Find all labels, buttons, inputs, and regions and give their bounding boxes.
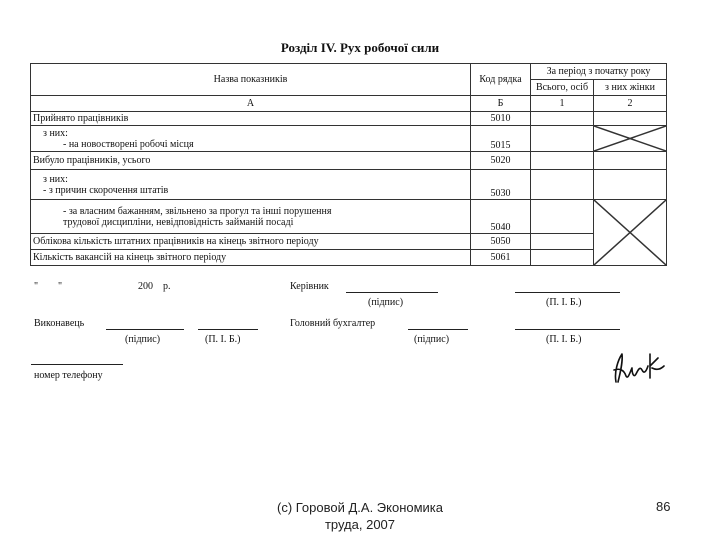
footer-credit-line1: (c) Горовой Д.А. Экономика: [276, 500, 444, 515]
row-subheading: з них:: [43, 173, 68, 185]
col-label-2: 2: [594, 96, 667, 112]
footer-credit: [255, 499, 465, 533]
phone-line[interactable]: [31, 364, 123, 365]
handwritten-signature: [610, 348, 666, 388]
row-code: 5015: [471, 126, 531, 152]
executor-signature-line[interactable]: [106, 329, 184, 330]
table-row: [31, 152, 667, 170]
head-signature-caption: (підпис): [368, 297, 404, 308]
header-total: Всього, осіб: [531, 80, 594, 96]
table-row: [31, 126, 667, 152]
phone-label: номер телефону: [34, 370, 103, 381]
head-name-line[interactable]: [515, 292, 620, 293]
value-cell[interactable]: [594, 152, 667, 170]
executor-name-caption: (П. І. Б.): [205, 334, 241, 345]
section-title: Розділ IV. Рух робочої сили: [280, 40, 440, 55]
date-quote-close: ": [58, 281, 63, 292]
table-row: [31, 200, 667, 234]
accountant-name-line[interactable]: [515, 329, 620, 330]
row-subitem: - за власним бажанням, звільнено за прогул та інші порушення: [63, 205, 332, 217]
row-name: Облікова кількість штатних працівників на кінець звітного періоду: [31, 234, 471, 250]
value-cell[interactable]: [594, 112, 667, 126]
value-cell[interactable]: [594, 170, 667, 200]
chief-accountant-label: Головний бухгалтер: [290, 318, 376, 329]
table-row: [31, 250, 667, 266]
row-subitem-continued: трудової дисципліни, невідповідність займаній посаді: [63, 216, 294, 228]
page-number: 86: [656, 499, 671, 514]
row-name: [31, 170, 471, 200]
col-label-1: 1: [531, 96, 594, 112]
table-row: [31, 112, 667, 126]
footer-credit-line2: труда, 2007: [324, 517, 396, 532]
row-subheading: з них:: [43, 127, 68, 139]
table-row: [31, 234, 667, 250]
table-row: [31, 170, 667, 200]
row-name: [31, 200, 471, 234]
head-name-caption: (П. І. Б.): [546, 297, 582, 308]
value-cell[interactable]: [531, 112, 594, 126]
accountant-name-caption: (П. І. Б.): [546, 334, 582, 345]
crossed-cell: [594, 126, 667, 152]
row-code: 5030: [471, 170, 531, 200]
cross-mark-icon: [594, 200, 666, 265]
row-subitem: - з причин скорочення штатів: [43, 184, 169, 196]
row-name: [31, 126, 471, 152]
head-signature-line[interactable]: [346, 292, 438, 293]
value-cell[interactable]: [531, 170, 594, 200]
col-label-b: Б: [471, 96, 531, 112]
cross-mark-icon: [594, 126, 666, 151]
row-name: Кількість вакансій на кінець звітного періоду: [31, 250, 471, 266]
accountant-signature-caption: (підпис): [414, 334, 450, 345]
value-cell[interactable]: [531, 250, 594, 266]
row-code: 5061: [471, 250, 531, 266]
executor-name-line[interactable]: [198, 329, 258, 330]
value-cell[interactable]: [531, 234, 594, 250]
date-quote-open: ": [34, 281, 39, 292]
crossed-cell: [594, 200, 667, 266]
header-indicator-name: Назва показників: [31, 64, 471, 96]
executor-signature-caption: (підпис): [125, 334, 161, 345]
head-label: Керівник: [290, 281, 329, 292]
value-cell[interactable]: [531, 152, 594, 170]
row-subitem: - на новостворені робочі місця: [63, 138, 194, 150]
row-name: Прийнято працівників: [31, 112, 471, 126]
row-code: 5050: [471, 234, 531, 250]
row-code: 5040: [471, 200, 531, 234]
labor-movement-table: [30, 63, 667, 266]
row-code: 5010: [471, 112, 531, 126]
date-suffix: р.: [163, 281, 171, 292]
executor-label: Виконавець: [34, 318, 85, 329]
row-code: 5020: [471, 152, 531, 170]
header-row-code: Код рядка: [471, 64, 531, 96]
row-name: Вибуло працівників, усього: [31, 152, 471, 170]
header-period: За період з початку року: [531, 64, 667, 80]
value-cell[interactable]: [531, 126, 594, 152]
col-label-a: А: [31, 96, 471, 112]
value-cell[interactable]: [531, 200, 594, 234]
accountant-signature-line[interactable]: [408, 329, 468, 330]
header-women: з них жінки: [594, 80, 667, 96]
date-year: 200: [138, 281, 153, 292]
